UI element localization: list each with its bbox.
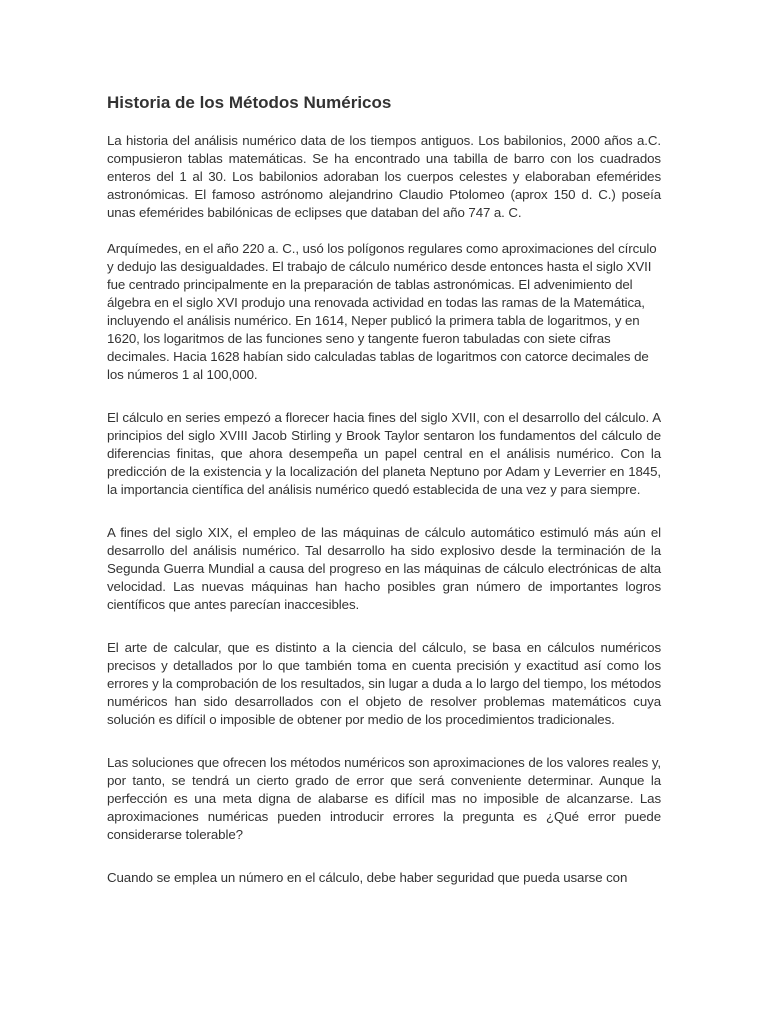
paragraph-babylonians: La historia del análisis numérico data de los tiempos antiguos. Los babilonios, 2000 años a.C. compusieron tablas matemáticas. Se ha encontrado una tabilla de barro con los cuadrados enteros del 1 al 30. Los babilonios adoraban los cuerpos celestes y elaboraban efemérides astronómicas. El famoso astrónomo alejandrino Claudio Ptolomeo (aprox 150 d. C.) poseía unas efemérides babilónicas de eclipses que databan del año 747 a. C.: [107, 133, 661, 220]
page-title: Historia de los Métodos Numéricos: [107, 93, 392, 112]
paragraph-series-calculus: El cálculo en series empezó a florecer hacia fines del siglo XVII, con el desarrollo del cálculo. A principios del siglo XVIII Jacob Stirling y Brook Taylor sentaron los fundamentos del cálculo de diferencias finitas, que ahora desempeña un papel central en el análisis numérico. Con la predicción de la existencia y la localización del planeta Neptuno por Adam y Leverrier en 1845, la importancia científica del análisis numérico quedó establecida de una vez y para siempre.: [107, 410, 661, 497]
paragraph-art-of-calculating: El arte de calcular, que es distinto a la ciencia del cálculo, se basa en cálculos numéricos precisos y detallados por lo que también toma en cuenta precisión y exactitud así como los errores y la comprobación de los resultados, sin lugar a duda a lo largo del tiempo, los métodos numéricos han sido desarrollados con el objeto de resolver problemas matemáticos cuya solución es difícil o imposible de obtener por medio de los procedimientos tradicionales.: [107, 640, 661, 727]
paragraph-approximations: Las soluciones que ofrecen los métodos numéricos son aproximaciones de los valores reales y, por tanto, se tendrá un cierto grado de error que será conveniente determinar. Aunque la perfección es una meta digna de alabarse es difícil mas no imposible de alcanzarse. Las aproximaciones numéricas pueden introducir errores la pregunta es ¿Qué error puede considerarse tolerable?: [107, 755, 661, 842]
paragraph-calculating-machines: A fines del siglo XIX, el empleo de las máquinas de cálculo automático estimuló más aún el desarrollo del análisis numérico. Tal desarrollo ha sido explosivo desde la terminación de la Segunda Guerra Mundial a causa del progreso en las máquinas de cálculo electrónicas de alta velocidad. Las nuevas máquinas han hacho posibles gran número de importantes logros científicos que antes parecían inaccesibles.: [107, 525, 661, 612]
paragraph-archimedes: Arquímedes, en el año 220 a. C., usó los polígonos regulares como aproximaciones del círculo y dedujo las desigualdades. El trabajo de cálculo numérico desde entonces hasta el siglo XVII fue centrado principalmente en la preparación de tablas astronómicas. El advenimiento del álgebra en el siglo XVI produjo una renovada actividad en todas las ramas de la Matemática, incluyendo el análisis numérico. En 1614, Neper publicó la primera tabla de logaritmos, y en 1620, los logaritmos de las funciones seno y tangente fueron tabuladas con siete cifras decimales. Hacia 1628 habían sido calculadas tablas de logaritmos con catorce decimales de los números 1 al 100,000.: [107, 241, 657, 382]
paragraph-number-usage: Cuando se emplea un número en el cálculo, debe haber seguridad que pueda usarse con: [107, 870, 628, 885]
